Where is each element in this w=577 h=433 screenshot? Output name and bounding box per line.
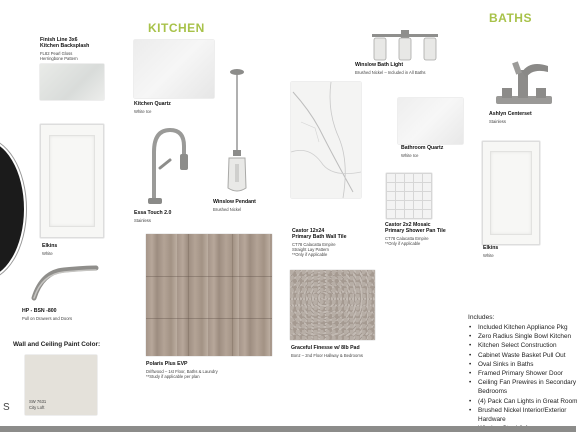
includes-list bbox=[468, 323, 576, 433]
list-item: Hardware bbox=[478, 416, 506, 424]
list-item: Bedrooms bbox=[478, 388, 508, 396]
lvp-title: Polaris Plus EVP bbox=[146, 361, 188, 367]
bath-cabinet-title: Elkins bbox=[483, 245, 499, 251]
edge-letter: S bbox=[3, 402, 10, 413]
bath-faucet-detail: Stainless bbox=[489, 119, 506, 124]
bath-quartz-swatch bbox=[398, 98, 463, 144]
paint-swatch bbox=[25, 355, 97, 415]
lvp-swatch bbox=[146, 234, 272, 356]
decorative-circle bbox=[0, 140, 24, 278]
list-item: • Zero Radius Single Bowl Kitchen bbox=[468, 332, 576, 341]
bath-light-image bbox=[368, 26, 442, 64]
list-item: • Kitchen Select Construction bbox=[468, 341, 576, 350]
backsplash-swatch bbox=[40, 64, 104, 100]
kitchen-heading: KITCHEN bbox=[148, 21, 205, 35]
list-item: • Included Kitchen Appliance Pkg bbox=[468, 323, 576, 332]
cabinet-pull-image bbox=[28, 262, 100, 304]
bath-faucet-image bbox=[494, 56, 554, 108]
kitchen-faucet-detail: Stainless bbox=[134, 218, 151, 223]
backsplash-title: Finish Line 3x6 Kitchen Backsplash bbox=[40, 37, 90, 49]
shower-pan-detail: CT78 Calacatta Empire **Only if Applicable bbox=[385, 236, 429, 247]
list-item: • (4) Pack Can Lights in Great Room bbox=[468, 397, 576, 406]
carpet-title: Graceful Finesse w/ 8lb Pad bbox=[291, 345, 360, 351]
kitchen-quartz-swatch bbox=[134, 40, 214, 98]
lvp-detail: Driftwood – 1st Floor, Baths & Laundry **Study if applicable per plan bbox=[146, 369, 218, 380]
bath-quartz-detail: White Ice bbox=[401, 153, 419, 158]
kitchen-quartz-title: Kitchen Quartz bbox=[134, 101, 171, 107]
bath-light-detail: Brushed Nickel – Included in All Baths bbox=[355, 70, 426, 75]
carpet-detail: Bonz – 2nd Floor Hallway & Bedrooms bbox=[291, 353, 363, 358]
list-item: • Cabinet Waste Basket Pull Out bbox=[468, 351, 576, 360]
list-item: • Ceiling Fan Prewires in Secondary bbox=[468, 378, 576, 387]
bath-wall-tile-swatch bbox=[291, 82, 361, 198]
bath-light-title: Winslow Bath Light bbox=[355, 62, 404, 68]
shower-pan-title: Castor 2x2 Mosaic Primary Shower Pan Tile bbox=[385, 222, 446, 234]
list-item: • Oval Sinks in Baths bbox=[468, 360, 576, 369]
includes-heading: Includes: bbox=[468, 314, 495, 321]
kitchen-cabinet-title: Elkins bbox=[42, 243, 58, 249]
kitchen-faucet-image bbox=[140, 122, 190, 208]
kitchen-cabinet-image bbox=[40, 124, 104, 238]
list-item: • Brushed Nickel Interior/Exterior bbox=[468, 406, 576, 415]
bath-wall-tile-detail: CT78 Calacatta Empire Straight Lay Pattern **Only if Applicable bbox=[292, 242, 336, 258]
bath-wall-tile-title: Castor 12x24 Primary Bath Wall Tile bbox=[292, 228, 347, 240]
shower-pan-swatch bbox=[386, 173, 432, 219]
carpet-swatch bbox=[290, 270, 375, 340]
paint-code: SW 7631 bbox=[29, 399, 47, 404]
hardware-detail: Pull on Drawers and Doors bbox=[22, 316, 73, 321]
bath-cabinet-detail: White bbox=[483, 253, 494, 258]
kitchen-quartz-detail: White Ice bbox=[134, 109, 152, 114]
kitchen-cabinet-detail: White bbox=[42, 251, 53, 256]
bottom-bar bbox=[0, 426, 576, 432]
bath-quartz-title: Bathroom Quartz bbox=[401, 145, 444, 151]
paint-name: City Loft bbox=[29, 405, 45, 410]
bath-cabinet-image bbox=[482, 141, 540, 245]
kitchen-faucet-title: Essa Touch 2.0 bbox=[134, 210, 172, 216]
pendant-light-image bbox=[222, 68, 252, 196]
list-item: • Framed Primary Shower Door bbox=[468, 369, 576, 378]
hardware-title: HP - BSN -800 bbox=[22, 308, 57, 314]
bath-faucet-title: Ashlyn Centerset bbox=[489, 111, 532, 117]
baths-heading: BATHS bbox=[489, 11, 532, 25]
includes-box bbox=[468, 314, 576, 428]
backsplash-detail: FL82 Pearl Gloss Herringbone Pattern bbox=[40, 51, 78, 62]
paint-heading: Wall and Ceiling Paint Color: bbox=[13, 341, 101, 348]
pendant-title: Winslow Pendant bbox=[213, 199, 256, 205]
pendant-detail: Brushed Nickel bbox=[213, 207, 242, 212]
